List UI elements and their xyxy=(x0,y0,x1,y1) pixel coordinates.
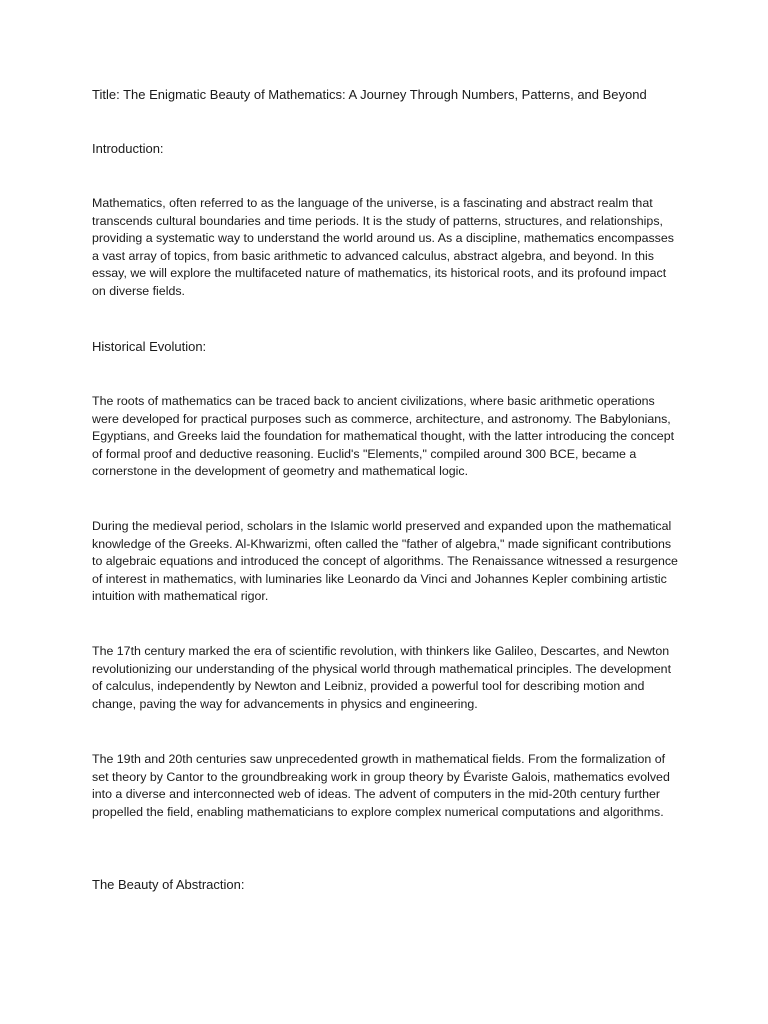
history-paragraph-1: The roots of mathematics can be traced back to ancient civilizations, where basic arithmetic operations were developed for practical purposes such as commerce, architecture, and astronomy. The Babylonians, Egyptians, and Greeks laid the foundation for mathematical thought, with the latter introducing the concept of formal proof and deductive reasoning. Euclid's "Elements," compiled around 300 BCE, became a cornerstone in the development of geometry and mathematical logic. xyxy=(92,394,675,479)
introduction-heading: Introduction: xyxy=(92,141,164,156)
beauty-of-abstraction-heading: The Beauty of Abstraction: xyxy=(92,877,245,892)
document-title: Title: The Enigmatic Beauty of Mathematics: A Journey Through Numbers, Patterns, and Beyond xyxy=(92,87,647,102)
history-paragraph-3: The 17th century marked the era of scientific revolution, with thinkers like Galileo, Descartes, and Newton revolutionizing our understanding of the physical world through mathematical principles. The development of calculus, independently by Newton and Leibniz, provided a powerful tool for describing motion and change, paving the way for advancements in physics and engineering. xyxy=(92,644,672,711)
historical-evolution-heading: Historical Evolution: xyxy=(92,339,207,354)
introduction-paragraph: Mathematics, often referred to as the language of the universe, is a fascinating and abstract realm that transcends cultural boundaries and time periods. It is the study of patterns, structures, and relationships, providing a systematic way to understand the world around us. As a discipline, mathematics encompasses a vast array of topics, from basic arithmetic to advanced calculus, abstract algebra, and beyond. In this essay, we will explore the multifaceted nature of mathematics, its historical roots, and its profound impact on diverse fields. xyxy=(92,196,674,298)
history-paragraph-2: During the medieval period, scholars in the Islamic world preserved and expanded upon the mathematical knowledge of the Greeks. Al-Khwarizmi, often called the "father of algebra," made significant contributions to algebraic equations and introduced the concept of algorithms. The Renaissance witnessed a resurgence of interest in mathematics, with luminaries like Leonardo da Vinci and Johannes Kepler combining artistic intuition with mathematical rigor. xyxy=(92,519,678,604)
history-paragraph-4: The 19th and 20th centuries saw unprecedented growth in mathematical fields. From the formalization of set theory by Cantor to the groundbreaking work in group theory by Évariste Galois, mathematics evolved into a diverse and interconnected web of ideas. The advent of computers in the mid-20th century further propelled the field, enabling mathematicians to explore complex numerical computations and algorithms. xyxy=(92,752,670,819)
